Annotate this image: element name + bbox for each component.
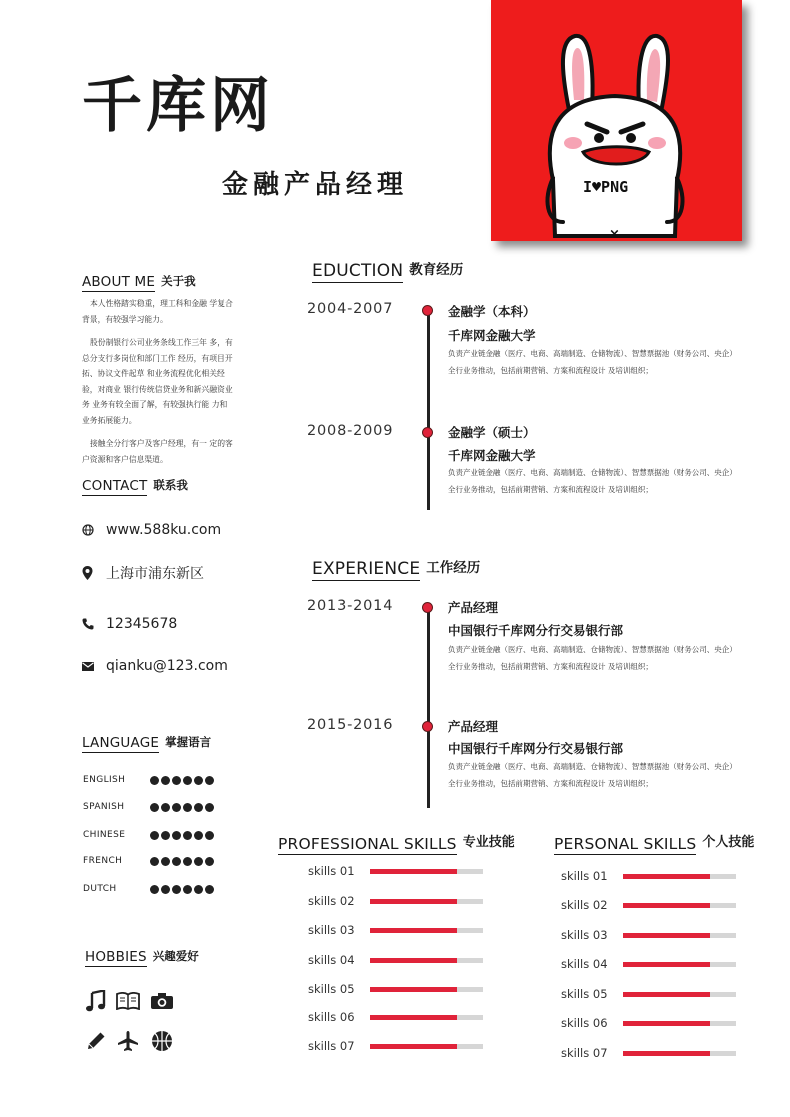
airplane-icon — [116, 1029, 140, 1053]
level-dot — [194, 885, 203, 894]
experience-position: 产品经理 — [448, 600, 499, 615]
skill-bar-fill — [370, 928, 457, 933]
skill-name: skills 05 — [308, 982, 355, 996]
skill-bar-track — [623, 1051, 736, 1056]
education-degree: 金融学（硕士） — [448, 425, 536, 440]
photo-caption: I♥PNG — [583, 178, 629, 196]
skill-row — [308, 953, 483, 967]
skill-name: skills 03 — [308, 923, 355, 937]
skill-name: skills 07 — [561, 1046, 608, 1060]
skill-name: skills 01 — [561, 869, 608, 883]
skill-bar-fill — [623, 1051, 710, 1056]
education-title-en: EDUCTION — [312, 261, 404, 281]
skill-bar-track — [370, 987, 483, 992]
skill-row — [561, 928, 736, 942]
skill-bar-track — [623, 992, 736, 997]
skill-name: skills 06 — [561, 1016, 608, 1030]
skill-name: skills 04 — [308, 953, 355, 967]
level-dot — [183, 885, 192, 894]
education-heading — [312, 258, 463, 283]
experience-date: 2013-2014 — [307, 598, 394, 614]
skill-name: skills 02 — [561, 898, 608, 912]
professional-skills-title-cn: 专业技能 — [462, 835, 515, 850]
timeline-dot — [422, 721, 433, 732]
level-dot — [205, 885, 214, 894]
pencil-icon — [84, 1029, 108, 1053]
education-date: 2008-2009 — [307, 423, 394, 439]
skill-name: skills 07 — [308, 1039, 355, 1053]
about-text — [82, 296, 234, 475]
skill-row — [308, 1039, 483, 1053]
language-heading — [82, 734, 211, 753]
skill-bar-track — [370, 1015, 483, 1020]
skill-bar-track — [370, 869, 483, 874]
music-icon — [84, 989, 108, 1013]
hobbies-title-cn: 兴趣爱好 — [152, 949, 199, 963]
level-dot — [150, 831, 159, 840]
personal-skills-title-en: PERSONAL SKILLS — [554, 835, 697, 853]
education-description: 负责产业链金融（医疗、电商、高端制造、仓储物流）、智慧票据池（财务公司、央企）全行业务推动，包括前期营销、方案和流程设计 及培训组织； — [448, 349, 733, 375]
skill-bar-fill — [623, 874, 710, 879]
language-name: SPANISH — [83, 802, 125, 812]
contact-email-text: qianku@123.com — [106, 658, 228, 674]
language-level — [150, 803, 214, 812]
language-level — [150, 831, 214, 840]
book-icon — [116, 989, 140, 1013]
level-dot — [183, 857, 192, 866]
profile-photo — [491, 0, 742, 241]
skill-bar-track — [623, 1021, 736, 1026]
contact-title-en: CONTACT — [82, 478, 148, 494]
level-dot — [183, 803, 192, 812]
globe-icon — [82, 524, 106, 536]
skill-bar-track — [623, 933, 736, 938]
camera-icon — [150, 989, 174, 1013]
timeline-dot — [422, 602, 433, 613]
education-description: 负责产业链金融（医疗、电商、高端制造、仓储物流）、智慧票据池（财务公司、央企）全行业务推动，包括前期营销、方案和流程设计 及培训组织； — [448, 468, 733, 494]
language-name: CHINESE — [83, 830, 126, 840]
skill-bar-track — [370, 958, 483, 963]
experience-description: 负责产业链金融（医疗、电商、高端制造、仓储物流）、智慧票据池（财务公司、央企）全行业务推动，包括前期营销、方案和流程设计 及培训组织； — [448, 762, 733, 788]
level-dot — [150, 776, 159, 785]
language-title-en: LANGUAGE — [82, 735, 160, 751]
skill-row — [561, 869, 736, 883]
language-title-cn: 掌握语言 — [165, 735, 212, 749]
level-dot — [205, 776, 214, 785]
level-dot — [194, 803, 203, 812]
skill-bar-track — [623, 874, 736, 879]
level-dot — [172, 857, 181, 866]
education-degree: 金融学（本科） — [448, 304, 536, 319]
skill-row — [308, 1010, 483, 1024]
level-dot — [194, 776, 203, 785]
about-paragraph: 接触全分行客户及客户经理，有一 定的客户资源和客户信息渠道。 — [82, 439, 233, 464]
skill-bar-fill — [623, 933, 710, 938]
skill-bar-fill — [370, 1015, 457, 1020]
level-dot — [205, 857, 214, 866]
hobbies-title-en: HOBBIES — [85, 949, 147, 965]
skill-bar-track — [370, 899, 483, 904]
skill-row — [561, 1016, 736, 1030]
timeline-dot — [422, 305, 433, 316]
skill-row — [308, 923, 483, 937]
language-row — [83, 856, 223, 866]
language-row — [83, 802, 223, 812]
language-level — [150, 885, 214, 894]
language-level — [150, 776, 214, 785]
level-dot — [172, 885, 181, 894]
skill-name: skills 06 — [308, 1010, 355, 1024]
skill-bar-track — [623, 962, 736, 967]
experience-timeline-line — [427, 607, 430, 808]
level-dot — [161, 831, 170, 840]
level-dot — [161, 803, 170, 812]
language-row — [83, 884, 223, 894]
phone-icon — [82, 618, 106, 630]
about-paragraph: 本人性格踏实稳重，理工科和金融 学复合背景，有较强学习能力。 — [82, 299, 233, 324]
skill-row — [308, 982, 483, 996]
contact-website[interactable] — [82, 522, 221, 538]
skill-bar-fill — [370, 958, 457, 963]
experience-date: 2015-2016 — [307, 717, 394, 733]
education-school: 千库网金融大学 — [448, 448, 536, 463]
timeline-dot — [422, 427, 433, 438]
skill-name: skills 04 — [561, 957, 608, 971]
skill-bar-track — [623, 903, 736, 908]
skill-bar-track — [370, 1044, 483, 1049]
level-dot — [150, 857, 159, 866]
level-dot — [161, 776, 170, 785]
brand-name: 千库网 — [82, 71, 274, 141]
contact-address — [82, 563, 204, 583]
skill-bar-track — [370, 928, 483, 933]
education-date: 2004-2007 — [307, 301, 394, 317]
experience-company: 中国银行千库网分行交易银行部 — [448, 741, 624, 756]
language-row — [83, 775, 223, 785]
professional-skills-title-en: PROFESSIONAL SKILLS — [278, 835, 457, 853]
skill-row — [561, 957, 736, 971]
level-dot — [183, 776, 192, 785]
experience-title-en: EXPERIENCE — [312, 559, 421, 579]
level-dot — [161, 857, 170, 866]
skill-bar-fill — [623, 903, 710, 908]
experience-position: 产品经理 — [448, 719, 499, 734]
skill-row — [561, 987, 736, 1001]
skill-bar-fill — [370, 899, 457, 904]
skill-row — [561, 1046, 736, 1060]
location-pin-icon — [82, 566, 106, 580]
level-dot — [194, 857, 203, 866]
about-title-cn: 关于我 — [161, 274, 196, 288]
photo-mark: × — [609, 227, 620, 241]
contact-title-cn: 联系我 — [153, 478, 188, 492]
level-dot — [150, 885, 159, 894]
hobbies-heading — [85, 948, 199, 967]
contact-email[interactable] — [82, 658, 228, 674]
level-dot — [205, 831, 214, 840]
contact-phone[interactable] — [82, 616, 177, 632]
language-level — [150, 857, 214, 866]
professional-skills-heading — [278, 831, 515, 855]
skill-bar-fill — [623, 992, 710, 997]
level-dot — [205, 803, 214, 812]
education-school: 千库网金融大学 — [448, 328, 536, 343]
skill-bar-fill — [623, 962, 710, 967]
experience-description: 负责产业链金融（医疗、电商、高端制造、仓储物流）、智慧票据池（财务公司、央企）全行业务推动，包括前期营销、方案和流程设计 及培训组织； — [448, 645, 733, 671]
personal-skills-title-cn: 个人技能 — [702, 835, 755, 850]
skill-name: skills 01 — [308, 864, 355, 878]
about-heading — [82, 273, 196, 292]
language-name: FRENCH — [83, 856, 123, 866]
skill-row — [308, 864, 483, 878]
contact-website-text: www.588ku.com — [106, 522, 222, 538]
skill-name: skills 05 — [561, 987, 608, 1001]
language-name: ENGLISH — [83, 775, 126, 785]
skill-bar-fill — [370, 869, 457, 874]
about-title-en: ABOUT ME — [82, 274, 156, 290]
email-icon — [82, 662, 106, 671]
language-name: DUTCH — [83, 884, 117, 894]
skill-row — [308, 894, 483, 908]
education-title-cn: 教育经历 — [409, 262, 464, 278]
skill-name: skills 02 — [308, 894, 355, 908]
level-dot — [172, 803, 181, 812]
experience-title-cn: 工作经历 — [426, 560, 481, 576]
education-timeline-line — [427, 311, 430, 510]
language-row — [83, 830, 223, 840]
contact-address-text: 上海市浦东新区 — [106, 566, 204, 582]
about-paragraph: 股份制银行公司业务条线工作三年 多，有总分支行多岗位和部门工作 经历，有项目开拓、协议文件起草 和业务流程优化相关经验，对商业 银行传统信贷业务和新兴融资业务 业务有较全面了解，有较强执行能 力和业务拓展能力。 — [82, 338, 233, 425]
level-dot — [194, 831, 203, 840]
level-dot — [172, 776, 181, 785]
experience-heading — [312, 556, 480, 581]
level-dot — [161, 885, 170, 894]
contact-phone-text: 12345678 — [106, 616, 178, 632]
experience-company: 中国银行千库网分行交易银行部 — [448, 623, 624, 638]
skill-name: skills 03 — [561, 928, 608, 942]
rabbit-mascot-illustration — [491, 0, 742, 241]
personal-skills-heading — [554, 831, 754, 855]
basketball-icon — [150, 1029, 174, 1053]
job-title: 金融产品经理 — [222, 170, 409, 200]
contact-heading — [82, 477, 188, 496]
level-dot — [150, 803, 159, 812]
skill-bar-fill — [370, 1044, 457, 1049]
skill-bar-fill — [370, 987, 457, 992]
skill-row — [561, 898, 736, 912]
level-dot — [183, 831, 192, 840]
skill-bar-fill — [623, 1021, 710, 1026]
level-dot — [172, 831, 181, 840]
